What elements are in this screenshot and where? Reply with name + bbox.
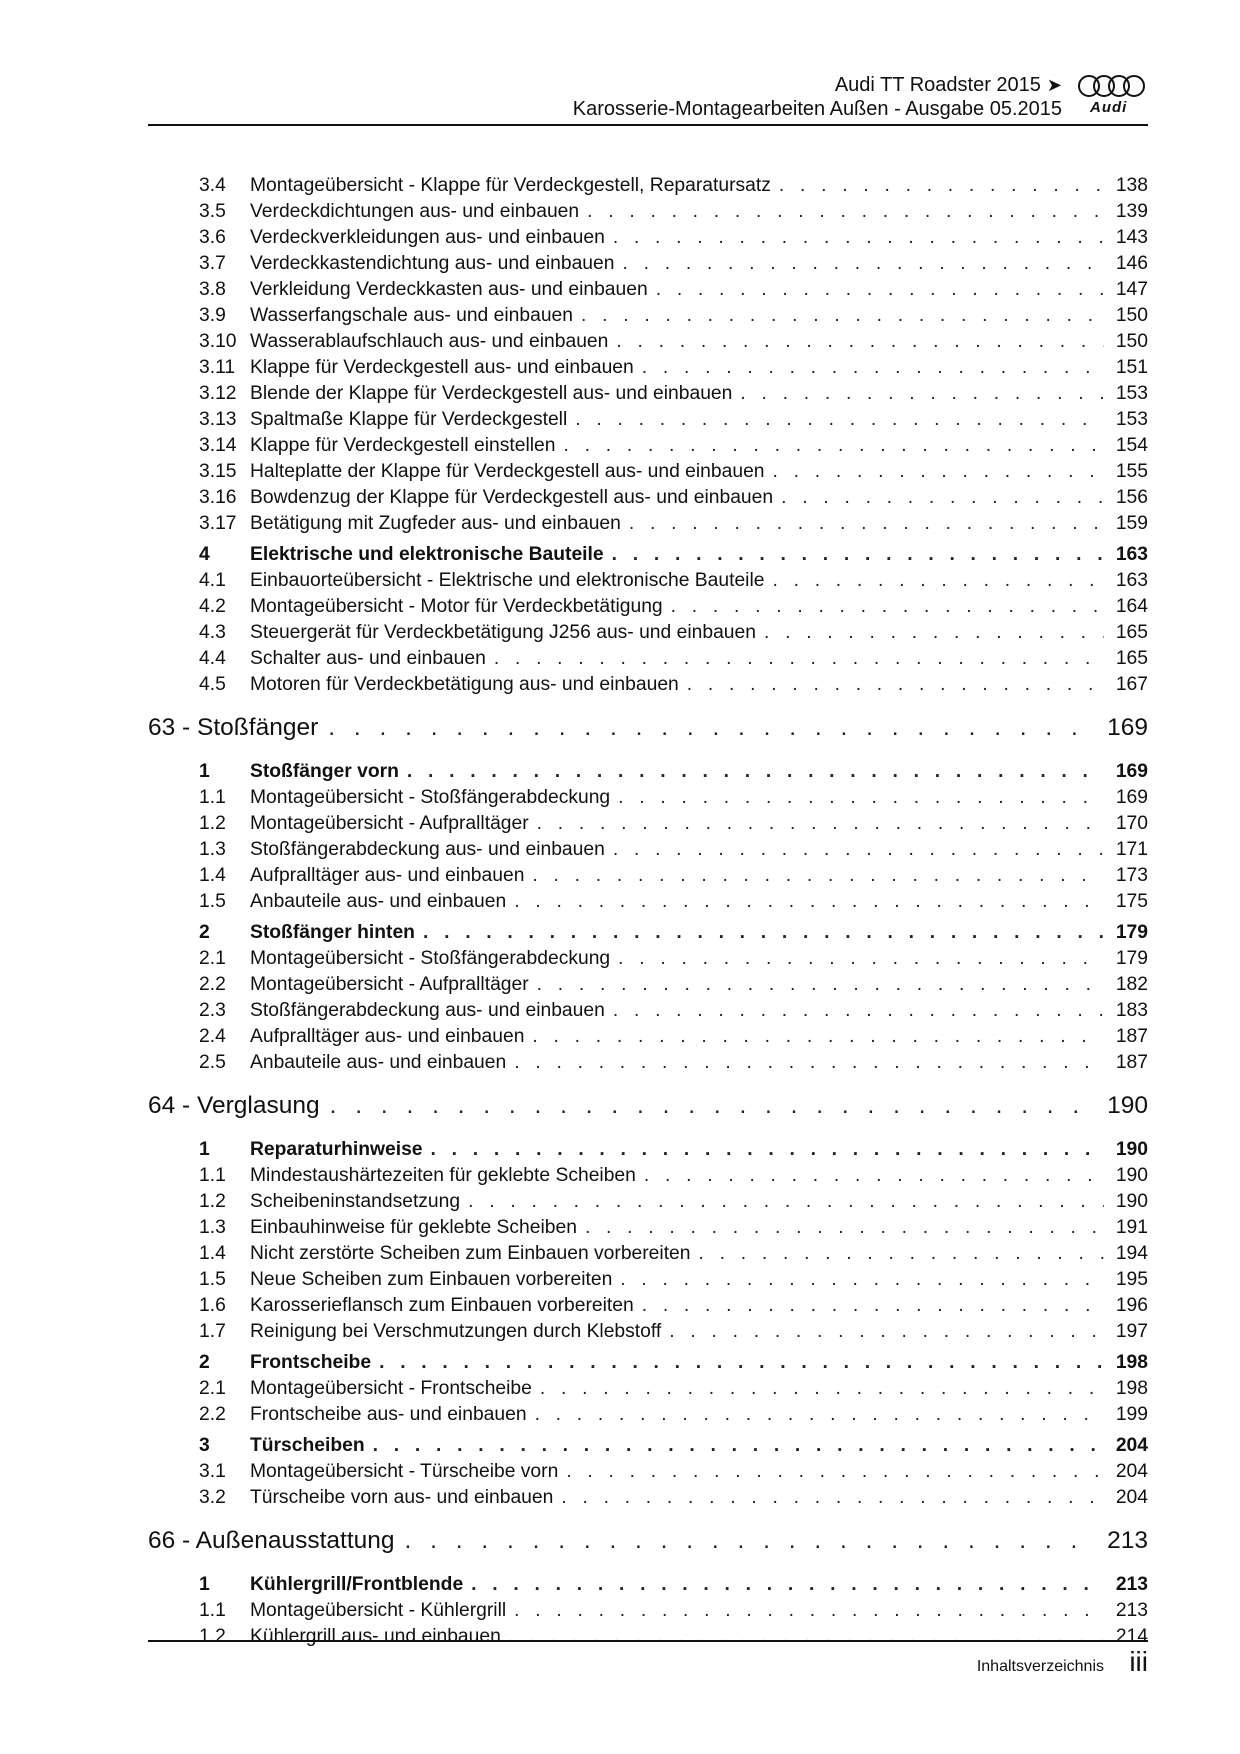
toc-page-number: 138 <box>1115 175 1148 196</box>
toc-number: 1.5 <box>199 1269 226 1290</box>
toc-entry[interactable] <box>148 1052 1148 1078</box>
dot-leader <box>644 1165 1104 1187</box>
toc-entry[interactable] <box>148 674 1148 700</box>
toc-number: 3.12 <box>199 383 237 404</box>
toc-page-number: 213 <box>1115 1574 1148 1595</box>
dot-leader <box>773 461 1104 483</box>
toc-section[interactable] <box>148 1134 1148 1165</box>
toc-entry[interactable] <box>148 1026 1148 1052</box>
footer-page-number: iii <box>1129 1646 1148 1677</box>
toc-number: 1.2 <box>199 813 226 834</box>
toc-title: 63 - Stoßfänger <box>148 714 319 741</box>
toc-title: Kühlergrill aus- und einbauen <box>250 1626 501 1647</box>
toc-title: Wasserfangschale aus- und einbauen <box>250 305 573 326</box>
toc-number: 1 <box>199 761 210 782</box>
toc-entry[interactable] <box>148 622 1148 648</box>
toc-entry[interactable] <box>148 201 1148 227</box>
toc-number: 4 <box>199 544 210 565</box>
toc-title: Karosserieflansch zum Einbauen vorbereiten <box>250 1295 634 1316</box>
toc-entry[interactable] <box>148 891 1148 917</box>
toc-number: 3.7 <box>199 253 226 274</box>
dot-leader <box>616 331 1104 353</box>
toc-entry[interactable] <box>148 1217 1148 1243</box>
toc-section[interactable] <box>148 1347 1148 1378</box>
toc-title: Frontscheibe aus- und einbauen <box>250 1404 527 1425</box>
toc-entry[interactable] <box>148 1191 1148 1217</box>
toc-page-number: 204 <box>1115 1487 1148 1508</box>
toc-title: Montageübersicht - Klappe für Verdeckgestell, Reparatursatz <box>250 175 771 196</box>
toc-entry[interactable] <box>148 787 1148 813</box>
toc-number: 4.3 <box>199 622 226 643</box>
toc-entry[interactable] <box>148 513 1148 539</box>
dot-leader <box>532 1026 1104 1048</box>
toc-number: 3.9 <box>199 305 226 326</box>
dot-leader <box>622 253 1104 275</box>
toc-entry[interactable] <box>148 813 1148 839</box>
toc-number: 2 <box>199 1352 210 1373</box>
toc-page-number: 214 <box>1115 1626 1148 1647</box>
toc-page-number: 169 <box>1107 714 1148 741</box>
toc-page-number: 155 <box>1115 461 1148 482</box>
dot-leader <box>620 1269 1104 1291</box>
dot-leader <box>642 357 1104 379</box>
toc-page-number: 171 <box>1115 839 1148 860</box>
toc-title: Verdeckverkleidungen aus- und einbauen <box>250 227 605 248</box>
toc-title: Stoßfängerabdeckung aus- und einbauen <box>250 839 605 860</box>
toc-section[interactable] <box>148 917 1148 948</box>
toc-number: 1.3 <box>199 1217 226 1238</box>
toc-page-number: 213 <box>1115 1600 1148 1621</box>
toc-number: 4.2 <box>199 596 226 617</box>
dot-leader <box>687 674 1104 696</box>
toc-title: Montageübersicht - Aufpralltäger <box>250 974 529 995</box>
toc-entry[interactable] <box>148 383 1148 409</box>
header-subtitle: Karosserie-Montagearbeiten Außen - Ausgabe 05.2015 <box>572 98 1062 120</box>
dot-leader <box>514 1052 1104 1074</box>
toc-number: 2 <box>199 922 210 943</box>
toc-number: 4.4 <box>199 648 226 669</box>
toc-title: Frontscheibe <box>250 1352 372 1373</box>
toc-entry[interactable] <box>148 305 1148 331</box>
toc-entry[interactable] <box>148 1487 1148 1513</box>
toc-number: 1 <box>199 1139 210 1160</box>
toc-page-number: 154 <box>1115 435 1148 456</box>
toc-number: 2.2 <box>199 974 226 995</box>
toc-page-number: 169 <box>1115 761 1148 782</box>
toc-title: Motoren für Verdeckbetätigung aus- und einbauen <box>250 674 679 695</box>
toc-entry[interactable] <box>148 1404 1148 1430</box>
toc-title: Einbauorteübersicht - Elektrische und elektronische Bauteile <box>250 570 765 591</box>
dot-leader <box>514 1600 1104 1622</box>
toc-entry[interactable] <box>148 596 1148 622</box>
toc-title: Verdeckkastendichtung aus- und einbauen <box>250 253 615 274</box>
toc-number: 3.2 <box>199 1487 226 1508</box>
toc-number: 3 <box>199 1435 210 1456</box>
toc-number: 1 <box>199 1574 210 1595</box>
toc-entry[interactable] <box>148 948 1148 974</box>
toc-page-number: 197 <box>1115 1321 1148 1342</box>
toc-section[interactable] <box>148 1569 1148 1600</box>
toc-page-number: 153 <box>1115 383 1148 404</box>
toc-section[interactable] <box>148 539 1148 570</box>
toc-page-number: 163 <box>1115 570 1148 591</box>
dot-leader <box>494 648 1104 670</box>
toc-title: Einbauhinweise für geklebte Scheiben <box>250 1217 577 1238</box>
toc-page-number: 190 <box>1115 1165 1148 1186</box>
toc-number: 2.4 <box>199 1026 226 1047</box>
audi-logo <box>1076 74 1148 118</box>
dot-leader <box>575 409 1104 431</box>
toc-entry[interactable] <box>148 1378 1148 1404</box>
toc-page-number: 165 <box>1115 648 1148 669</box>
toc-page-number: 191 <box>1115 1217 1148 1238</box>
toc-title: Türscheiben <box>250 1435 365 1456</box>
toc-title: Bowdenzug der Klappe für Verdeckgestell aus- und einbauen <box>250 487 774 508</box>
dot-leader <box>642 1295 1104 1317</box>
toc-number: 3.17 <box>199 513 237 534</box>
dot-leader <box>566 1461 1104 1483</box>
toc-title: Montageübersicht - Stoßfängerabdeckung <box>250 787 611 808</box>
toc-title: Montageübersicht - Aufpralltäger <box>250 813 529 834</box>
dot-leader <box>563 435 1104 457</box>
dot-leader <box>781 487 1104 509</box>
dot-leader <box>373 1435 1104 1457</box>
toc-title: Neue Scheiben zum Einbauen vorbereiten <box>250 1269 613 1290</box>
toc-number: 4.1 <box>199 570 226 591</box>
toc-title: Betätigung mit Zugfeder aus- und einbauen <box>250 513 621 534</box>
toc-page-number: 150 <box>1115 305 1148 326</box>
toc-number: 1.1 <box>199 1600 226 1621</box>
toc-number: 1.2 <box>199 1191 226 1212</box>
toc-page-number: 198 <box>1115 1378 1148 1399</box>
header-text <box>573 73 1062 121</box>
header-title-line <box>573 73 1062 97</box>
toc-section[interactable] <box>148 1430 1148 1461</box>
toc-number: 3.11 <box>199 357 236 378</box>
dot-leader <box>779 175 1104 197</box>
toc-page-number: 173 <box>1115 865 1148 886</box>
dot-leader <box>535 1404 1104 1426</box>
toc-entry[interactable] <box>148 1269 1148 1295</box>
dot-leader <box>540 1378 1104 1400</box>
table-of-contents <box>148 175 1148 1652</box>
toc-title: Stoßfänger hinten <box>250 922 415 943</box>
toc-entry[interactable] <box>148 461 1148 487</box>
toc-page-number: 151 <box>1115 357 1148 378</box>
toc-title: Steuergerät für Verdeckbetätigung J256 aus- und einbauen <box>250 622 756 643</box>
dot-leader <box>471 1574 1104 1596</box>
toc-entry[interactable] <box>148 1321 1148 1347</box>
toc-title: Montageübersicht - Türscheibe vorn <box>250 1461 559 1482</box>
toc-page-number: 204 <box>1115 1435 1148 1456</box>
toc-page-number: 146 <box>1115 253 1148 274</box>
toc-page-number: 156 <box>1115 487 1148 508</box>
toc-entry[interactable] <box>148 409 1148 435</box>
toc-page-number: 195 <box>1115 1269 1148 1290</box>
toc-number: 3.13 <box>199 409 237 430</box>
toc-title: Montageübersicht - Frontscheibe <box>250 1378 532 1399</box>
toc-title: Mindestaushärtezeiten für geklebte Scheiben <box>250 1165 636 1186</box>
toc-entry[interactable] <box>148 279 1148 305</box>
dot-leader <box>330 1092 1097 1120</box>
toc-title: Anbauteile aus- und einbauen <box>250 891 507 912</box>
toc-page-number: 190 <box>1107 1092 1148 1119</box>
dot-leader <box>612 544 1104 566</box>
toc-page-number: 204 <box>1115 1461 1148 1482</box>
toc-number: 2.2 <box>199 1404 226 1425</box>
toc-page-number: 169 <box>1115 787 1148 808</box>
toc-page-number: 183 <box>1115 1000 1148 1021</box>
toc-number: 2.1 <box>199 1378 226 1399</box>
toc-title: Klappe für Verdeckgestell einstellen <box>250 435 556 456</box>
toc-title: Montageübersicht - Kühlergrill <box>250 1600 507 1621</box>
toc-title: Stoßfängerabdeckung aus- und einbauen <box>250 1000 605 1021</box>
toc-title: Reinigung bei Verschmutzungen durch Klebstoff <box>250 1321 662 1342</box>
toc-entry[interactable] <box>148 435 1148 461</box>
toc-number: 1.7 <box>199 1321 226 1342</box>
toc-title: Aufpralltäger aus- und einbauen <box>250 865 525 886</box>
toc-page-number: 164 <box>1115 596 1148 617</box>
toc-page-number: 213 <box>1107 1527 1148 1554</box>
toc-entry[interactable] <box>148 331 1148 357</box>
toc-title: Klappe für Verdeckgestell aus- und einbauen <box>250 357 634 378</box>
toc-number: 3.15 <box>199 461 237 482</box>
dot-leader <box>699 1243 1105 1265</box>
toc-title: Montageübersicht - Motor für Verdeckbetätigung <box>250 596 663 617</box>
toc-entry[interactable] <box>148 253 1148 279</box>
toc-number: 1.1 <box>199 1165 226 1186</box>
toc-number: 1.4 <box>199 865 226 886</box>
toc-entry[interactable] <box>148 1295 1148 1321</box>
toc-entry[interactable] <box>148 487 1148 513</box>
dot-leader <box>671 596 1104 618</box>
toc-page-number: 153 <box>1115 409 1148 430</box>
toc-number: 4.5 <box>199 674 226 695</box>
page-footer <box>148 1640 1148 1682</box>
page-header <box>148 70 1148 126</box>
toc-page-number: 190 <box>1115 1191 1148 1212</box>
toc-entry[interactable] <box>148 1461 1148 1487</box>
toc-number: 2.3 <box>199 1000 226 1021</box>
toc-number: 1.1 <box>199 787 226 808</box>
toc-title: Kühlergrill/Frontblende <box>250 1574 464 1595</box>
toc-title: Schalter aus- und einbauen <box>250 648 486 669</box>
toc-number: 3.1 <box>199 1461 226 1482</box>
toc-page-number: 139 <box>1115 201 1148 222</box>
toc-title: Verdeckdichtungen aus- und einbauen <box>250 201 580 222</box>
toc-chapter[interactable] <box>148 1513 1148 1569</box>
dot-leader <box>587 201 1104 223</box>
dot-leader <box>581 305 1104 327</box>
toc-number: 3.8 <box>199 279 226 300</box>
toc-title: Stoßfänger vorn <box>250 761 399 782</box>
header-title: Audi TT Roadster 2015 <box>834 74 1041 96</box>
toc-title: Türscheibe vorn aus- und einbauen <box>250 1487 554 1508</box>
toc-title: Halteplatte der Klappe für Verdeckgestell aus- und einbauen <box>250 461 765 482</box>
dot-leader <box>431 1139 1104 1161</box>
dot-leader <box>537 974 1104 996</box>
toc-title: Nicht zerstörte Scheiben zum Einbauen vorbereiten <box>250 1243 691 1264</box>
toc-page-number: 182 <box>1115 974 1148 995</box>
dot-leader <box>656 279 1104 301</box>
toc-number: 1.4 <box>199 1243 226 1264</box>
dot-leader <box>618 948 1104 970</box>
toc-number: 3.5 <box>199 201 226 222</box>
dot-leader <box>669 1321 1104 1343</box>
toc-chapter[interactable] <box>148 700 1148 756</box>
toc-entry[interactable] <box>148 648 1148 674</box>
dot-leader <box>468 1191 1104 1213</box>
dot-leader <box>613 227 1104 249</box>
toc-section[interactable] <box>148 756 1148 787</box>
toc-page-number: 163 <box>1115 544 1148 565</box>
dot-leader <box>629 513 1104 535</box>
footer-label: Inhaltsverzeichnis <box>976 1658 1104 1675</box>
dot-leader <box>514 891 1104 913</box>
toc-entry[interactable] <box>148 1600 1148 1626</box>
toc-title: Montageübersicht - Stoßfängerabdeckung <box>250 948 611 969</box>
toc-number: 1.3 <box>199 839 226 860</box>
toc-number: 1.2 <box>199 1626 226 1647</box>
dot-leader <box>613 839 1104 861</box>
toc-entry[interactable] <box>148 1165 1148 1191</box>
toc-title: Verkleidung Verdeckkasten aus- und einbauen <box>250 279 648 300</box>
toc-page-number: 187 <box>1115 1052 1148 1073</box>
toc-entry[interactable] <box>148 175 1148 201</box>
toc-title: Aufpralltäger aus- und einbauen <box>250 1026 525 1047</box>
toc-page-number: 167 <box>1115 674 1148 695</box>
toc-page-number: 150 <box>1115 331 1148 352</box>
toc-number: 3.4 <box>199 175 226 196</box>
dot-leader <box>740 383 1104 405</box>
toc-page-number: 187 <box>1115 1026 1148 1047</box>
dot-leader <box>613 1000 1104 1022</box>
dot-leader <box>532 865 1104 887</box>
arrow-right-icon: ➤ <box>1046 75 1062 95</box>
toc-number: 1.5 <box>199 891 226 912</box>
toc-page-number: 199 <box>1115 1404 1148 1425</box>
toc-page-number: 179 <box>1115 948 1148 969</box>
dot-leader <box>407 761 1104 783</box>
dot-leader <box>772 570 1104 592</box>
toc-page-number: 159 <box>1115 513 1148 534</box>
toc-title: Blende der Klappe für Verdeckgestell aus- und einbauen <box>250 383 733 404</box>
dot-leader <box>379 1352 1104 1374</box>
toc-page-number: 198 <box>1115 1352 1148 1373</box>
toc-title: Wasserablaufschlauch aus- und einbauen <box>250 331 609 352</box>
toc-page-number: 170 <box>1115 813 1148 834</box>
toc-number: 1.6 <box>199 1295 226 1316</box>
toc-title: 64 - Verglasung <box>148 1092 320 1119</box>
toc-title: Elektrische und elektronische Bauteile <box>250 544 604 565</box>
toc-page-number: 190 <box>1115 1139 1148 1160</box>
dot-leader <box>618 787 1104 809</box>
toc-number: 3.14 <box>199 435 237 456</box>
toc-entry[interactable] <box>148 865 1148 891</box>
dot-leader <box>764 622 1104 644</box>
toc-title: Anbauteile aus- und einbauen <box>250 1052 507 1073</box>
dot-leader <box>405 1527 1098 1555</box>
dot-leader <box>537 813 1104 835</box>
toc-page-number: 196 <box>1115 1295 1148 1316</box>
toc-number: 3.16 <box>199 487 237 508</box>
toc-title: 66 - Außenausstattung <box>148 1527 395 1554</box>
toc-number: 3.6 <box>199 227 226 248</box>
toc-entry[interactable] <box>148 974 1148 1000</box>
toc-entry[interactable] <box>148 839 1148 865</box>
dot-leader <box>585 1217 1104 1239</box>
audi-rings-icon <box>1076 74 1148 100</box>
toc-entry[interactable] <box>148 570 1148 596</box>
toc-entry[interactable] <box>148 1243 1148 1269</box>
audi-logo-text: Audi <box>1090 99 1128 116</box>
toc-title: Reparaturhinweise <box>250 1139 423 1160</box>
toc-entry[interactable] <box>148 1000 1148 1026</box>
toc-page-number: 194 <box>1115 1243 1148 1264</box>
dot-leader <box>561 1487 1104 1509</box>
dot-leader <box>423 922 1104 944</box>
toc-page-number: 179 <box>1115 922 1148 943</box>
toc-number: 3.10 <box>199 331 237 352</box>
toc-page-number: 147 <box>1115 279 1148 300</box>
dot-leader <box>328 714 1097 742</box>
toc-page-number: 165 <box>1115 622 1148 643</box>
toc-number: 2.1 <box>199 948 226 969</box>
toc-entry[interactable] <box>148 227 1148 253</box>
toc-number: 2.5 <box>199 1052 226 1073</box>
toc-page-number: 143 <box>1115 227 1148 248</box>
toc-page-number: 175 <box>1115 891 1148 912</box>
toc-chapter[interactable] <box>148 1078 1148 1134</box>
toc-entry[interactable] <box>148 357 1148 383</box>
toc-title: Scheibeninstandsetzung <box>250 1191 461 1212</box>
toc-title: Spaltmaße Klappe für Verdeckgestell <box>250 409 568 430</box>
